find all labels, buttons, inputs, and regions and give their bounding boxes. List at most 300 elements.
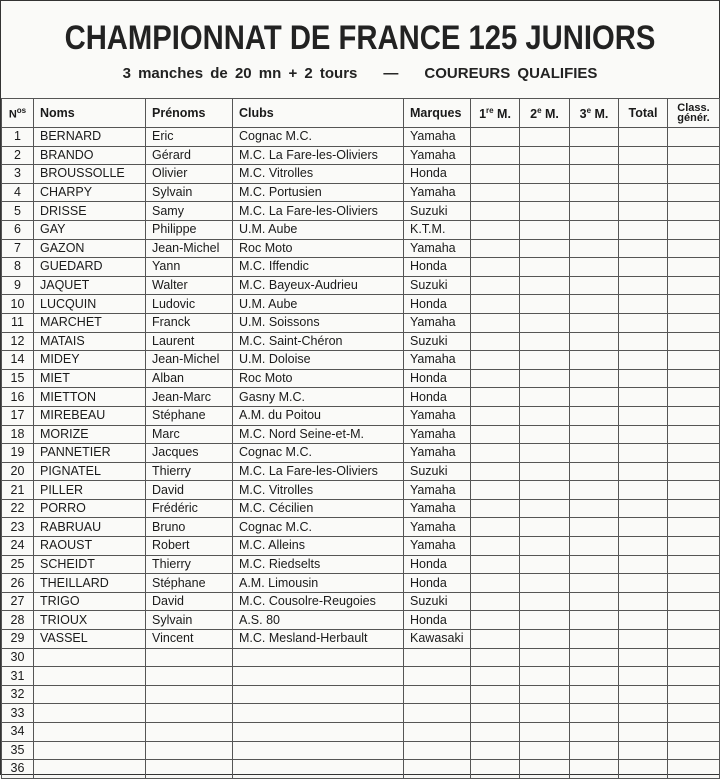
cell-nom: [34, 667, 146, 686]
cell-prenom: [146, 741, 233, 760]
cell-club: U.M. Doloise: [233, 351, 404, 370]
cell-number: 1: [2, 128, 34, 147]
cell-total: [619, 537, 668, 556]
table-row: [2, 165, 720, 184]
cell-prenom: Yann: [146, 258, 233, 277]
cell-club: [233, 723, 404, 742]
table-row: [2, 295, 720, 314]
cell-manche-1: [471, 369, 520, 388]
cell-manche-1: [471, 183, 520, 202]
header: [1, 1, 719, 96]
cell-prenom: Jean-Marc: [146, 388, 233, 407]
cell-number: 25: [2, 555, 34, 574]
cell-marque: Yamaha: [404, 499, 471, 518]
cell-marque: Yamaha: [404, 406, 471, 425]
table-row: [2, 388, 720, 407]
cell-classement: [668, 369, 720, 388]
cell-club: [233, 685, 404, 704]
cell-club: M.C. Bayeux-Audrieu: [233, 276, 404, 295]
cell-manche-1: [471, 611, 520, 630]
cell-club: U.M. Aube: [233, 295, 404, 314]
cell-total: [619, 723, 668, 742]
table-row: [2, 202, 720, 221]
cell-manche-2: [520, 295, 570, 314]
cell-manche-3: [570, 648, 619, 667]
cell-manche-1: [471, 723, 520, 742]
cell-number: 23: [2, 518, 34, 537]
cell-total: [619, 574, 668, 593]
cell-club: A.M. du Poitou: [233, 406, 404, 425]
table-row: [2, 128, 720, 147]
cell-manche-1: [471, 462, 520, 481]
cell-prenom: Jacques: [146, 444, 233, 463]
cell-manche-3: [570, 630, 619, 649]
cell-marque: Yamaha: [404, 518, 471, 537]
cell-manche-3: [570, 499, 619, 518]
cell-prenom: Ludovic: [146, 295, 233, 314]
cell-marque: Yamaha: [404, 351, 471, 370]
cell-manche-3: [570, 723, 619, 742]
cell-nom: SCHEIDT: [34, 555, 146, 574]
cell-manche-1: [471, 741, 520, 760]
cell-prenom: Frédéric: [146, 499, 233, 518]
cell-manche-2: [520, 592, 570, 611]
cell-marque: K.T.M.: [404, 220, 471, 239]
cell-total: [619, 220, 668, 239]
table-row: [2, 332, 720, 351]
cell-number: 17: [2, 406, 34, 425]
cell-prenom: Jean-Michel: [146, 351, 233, 370]
cell-number: 22: [2, 499, 34, 518]
cell-club: M.C. Vitrolles: [233, 165, 404, 184]
cell-manche-2: [520, 239, 570, 258]
page-title: CHAMPIONNAT DE FRANCE 125 JUNIORS: [64, 19, 656, 57]
cell-marque: Honda: [404, 295, 471, 314]
cell-number: 10: [2, 295, 34, 314]
cell-total: [619, 313, 668, 332]
cell-marque: Yamaha: [404, 444, 471, 463]
cell-classement: [668, 239, 720, 258]
cell-manche-2: [520, 313, 570, 332]
cell-manche-1: [471, 537, 520, 556]
cell-total: [619, 444, 668, 463]
cell-number: 19: [2, 444, 34, 463]
cell-manche-3: [570, 239, 619, 258]
cell-prenom: Gérard: [146, 146, 233, 165]
cell-prenom: Samy: [146, 202, 233, 221]
cell-number: 18: [2, 425, 34, 444]
cell-total: [619, 630, 668, 649]
table-row: [2, 481, 720, 500]
cell-classement: [668, 592, 720, 611]
cell-manche-1: [471, 555, 520, 574]
subtitle-format: 3 manches de 20 mn + 2 tours: [122, 65, 358, 82]
cell-manche-1: [471, 313, 520, 332]
cell-marque: Yamaha: [404, 146, 471, 165]
cell-manche-1: [471, 128, 520, 147]
cell-manche-1: [471, 276, 520, 295]
cell-marque: Kawasaki: [404, 630, 471, 649]
cell-club: [233, 667, 404, 686]
cell-manche-1: [471, 165, 520, 184]
cell-total: [619, 295, 668, 314]
cell-prenom: Franck: [146, 313, 233, 332]
table-header-row: [2, 99, 720, 128]
table-row: [2, 351, 720, 370]
cell-manche-3: [570, 313, 619, 332]
cell-prenom: Thierry: [146, 462, 233, 481]
cell-prenom: Stéphane: [146, 574, 233, 593]
cell-number: 30: [2, 648, 34, 667]
cell-total: [619, 592, 668, 611]
cell-marque: Yamaha: [404, 425, 471, 444]
cell-manche-2: [520, 183, 570, 202]
cell-nom: LUCQUIN: [34, 295, 146, 314]
cell-classement: [668, 611, 720, 630]
table-row: [2, 537, 720, 556]
cell-prenom: Laurent: [146, 332, 233, 351]
cell-nom: JAQUET: [34, 276, 146, 295]
cell-classement: [668, 183, 720, 202]
cell-nom: PANNETIER: [34, 444, 146, 463]
cell-total: [619, 165, 668, 184]
cell-marque: [404, 760, 471, 779]
cell-classement: [668, 518, 720, 537]
cell-club: M.C. La Fare-les-Oliviers: [233, 202, 404, 221]
cell-nom: PORRO: [34, 499, 146, 518]
cell-total: [619, 332, 668, 351]
cell-marque: Yamaha: [404, 537, 471, 556]
cell-nom: RAOUST: [34, 537, 146, 556]
header-manche-1: 1re M.: [471, 99, 520, 128]
cell-classement: [668, 555, 720, 574]
subtitle: [1, 65, 719, 82]
cell-nom: PIGNATEL: [34, 462, 146, 481]
cell-marque: [404, 648, 471, 667]
cell-nom: TRIOUX: [34, 611, 146, 630]
cell-prenom: [146, 685, 233, 704]
cell-classement: [668, 667, 720, 686]
cell-classement: [668, 685, 720, 704]
cell-nom: RABRUAU: [34, 518, 146, 537]
cell-number: 2: [2, 146, 34, 165]
results-table: [1, 98, 720, 779]
table-row: [2, 518, 720, 537]
cell-club: Roc Moto: [233, 369, 404, 388]
cell-manche-1: [471, 499, 520, 518]
cell-number: 26: [2, 574, 34, 593]
cell-manche-1: [471, 351, 520, 370]
cell-classement: [668, 760, 720, 779]
cell-manche-3: [570, 258, 619, 277]
table-row: [2, 220, 720, 239]
cell-total: [619, 685, 668, 704]
cell-number: 28: [2, 611, 34, 630]
cell-club: Cognac M.C.: [233, 518, 404, 537]
cell-manche-2: [520, 630, 570, 649]
cell-nom: BRANDO: [34, 146, 146, 165]
cell-manche-2: [520, 555, 570, 574]
cell-marque: Honda: [404, 369, 471, 388]
cell-total: [619, 648, 668, 667]
cell-manche-2: [520, 499, 570, 518]
cell-number: 4: [2, 183, 34, 202]
cell-nom: MIDEY: [34, 351, 146, 370]
cell-nom: PILLER: [34, 481, 146, 500]
cell-manche-3: [570, 555, 619, 574]
cell-nom: [34, 685, 146, 704]
cell-number: 24: [2, 537, 34, 556]
cell-manche-2: [520, 611, 570, 630]
cell-prenom: David: [146, 481, 233, 500]
cell-prenom: Vincent: [146, 630, 233, 649]
cell-manche-2: [520, 667, 570, 686]
cell-manche-1: [471, 518, 520, 537]
cell-manche-2: [520, 704, 570, 723]
cell-manche-3: [570, 146, 619, 165]
cell-prenom: Thierry: [146, 555, 233, 574]
cell-total: [619, 239, 668, 258]
cell-number: 31: [2, 667, 34, 686]
cell-manche-2: [520, 518, 570, 537]
cell-marque: Suzuki: [404, 276, 471, 295]
cell-classement: [668, 537, 720, 556]
table-row: [2, 704, 720, 723]
cell-club: [233, 704, 404, 723]
table-row: [2, 276, 720, 295]
table-row: [2, 444, 720, 463]
header-manche-2: 2e M.: [520, 99, 570, 128]
cell-prenom: Eric: [146, 128, 233, 147]
cell-number: 35: [2, 741, 34, 760]
cell-prenom: Philippe: [146, 220, 233, 239]
cell-marque: Honda: [404, 555, 471, 574]
cell-classement: [668, 128, 720, 147]
table-row: [2, 258, 720, 277]
cell-club: M.C. Saint-Chéron: [233, 332, 404, 351]
cell-total: [619, 760, 668, 779]
cell-total: [619, 611, 668, 630]
cell-nom: VASSEL: [34, 630, 146, 649]
table-row: [2, 462, 720, 481]
cell-prenom: [146, 704, 233, 723]
cell-classement: [668, 462, 720, 481]
cell-manche-3: [570, 704, 619, 723]
cell-total: [619, 406, 668, 425]
cell-total: [619, 183, 668, 202]
cell-total: [619, 499, 668, 518]
cell-nom: MORIZE: [34, 425, 146, 444]
cell-number: 21: [2, 481, 34, 500]
cell-classement: [668, 444, 720, 463]
cell-nom: MIREBEAU: [34, 406, 146, 425]
header-marques: Marques: [404, 99, 471, 128]
cell-nom: [34, 704, 146, 723]
table-row: [2, 648, 720, 667]
cell-classement: [668, 258, 720, 277]
cell-marque: Yamaha: [404, 481, 471, 500]
cell-total: [619, 518, 668, 537]
cell-manche-2: [520, 165, 570, 184]
table-row: [2, 592, 720, 611]
cell-manche-2: [520, 648, 570, 667]
cell-marque: Honda: [404, 611, 471, 630]
cell-classement: [668, 276, 720, 295]
cell-manche-2: [520, 481, 570, 500]
table-row: [2, 555, 720, 574]
cell-total: [619, 555, 668, 574]
cell-number: 27: [2, 592, 34, 611]
cell-club: Cognac M.C.: [233, 444, 404, 463]
cell-manche-3: [570, 444, 619, 463]
cell-marque: Yamaha: [404, 239, 471, 258]
table-row: [2, 183, 720, 202]
cell-classement: [668, 499, 720, 518]
cell-marque: Yamaha: [404, 313, 471, 332]
cell-club: Roc Moto: [233, 239, 404, 258]
cell-manche-2: [520, 444, 570, 463]
cell-total: [619, 369, 668, 388]
cell-nom: BROUSSOLLE: [34, 165, 146, 184]
cell-manche-2: [520, 741, 570, 760]
cell-manche-3: [570, 760, 619, 779]
table-row: [2, 406, 720, 425]
table-row: [2, 239, 720, 258]
cell-nom: GAZON: [34, 239, 146, 258]
cell-nom: [34, 741, 146, 760]
cell-total: [619, 425, 668, 444]
table-row: [2, 146, 720, 165]
cell-prenom: [146, 667, 233, 686]
cell-manche-3: [570, 462, 619, 481]
cell-manche-1: [471, 202, 520, 221]
cell-manche-2: [520, 462, 570, 481]
cell-marque: [404, 741, 471, 760]
cell-total: [619, 202, 668, 221]
cell-club: M.C. La Fare-les-Oliviers: [233, 146, 404, 165]
cell-manche-1: [471, 406, 520, 425]
cell-classement: [668, 741, 720, 760]
cell-manche-2: [520, 351, 570, 370]
cell-manche-1: [471, 648, 520, 667]
cell-manche-1: [471, 295, 520, 314]
cell-classement: [668, 165, 720, 184]
table-row: [2, 425, 720, 444]
cell-manche-2: [520, 220, 570, 239]
cell-manche-2: [520, 685, 570, 704]
cell-manche-2: [520, 332, 570, 351]
cell-number: 11: [2, 313, 34, 332]
table-row: [2, 369, 720, 388]
cell-total: [619, 462, 668, 481]
header-manche-3: 3e M.: [570, 99, 619, 128]
cell-manche-1: [471, 760, 520, 779]
cell-manche-3: [570, 741, 619, 760]
header-prenoms: Prénoms: [146, 99, 233, 128]
cell-manche-1: [471, 685, 520, 704]
table-row: [2, 574, 720, 593]
cell-club: M.C. Iffendic: [233, 258, 404, 277]
cell-classement: [668, 295, 720, 314]
cell-marque: Suzuki: [404, 462, 471, 481]
cell-manche-1: [471, 444, 520, 463]
cell-number: 7: [2, 239, 34, 258]
cell-manche-2: [520, 202, 570, 221]
cell-total: [619, 258, 668, 277]
cell-club: M.C. Cécilien: [233, 499, 404, 518]
subtitle-qualified: COUREURS QUALIFIES: [424, 65, 598, 82]
cell-manche-3: [570, 183, 619, 202]
cell-prenom: Olivier: [146, 165, 233, 184]
cell-manche-1: [471, 332, 520, 351]
cell-marque: [404, 704, 471, 723]
cell-nom: GUEDARD: [34, 258, 146, 277]
cell-manche-3: [570, 667, 619, 686]
table-row: [2, 499, 720, 518]
cell-classement: [668, 332, 720, 351]
cell-manche-2: [520, 369, 570, 388]
cell-manche-1: [471, 592, 520, 611]
cell-manche-2: [520, 388, 570, 407]
cell-nom: THEILLARD: [34, 574, 146, 593]
cell-club: [233, 741, 404, 760]
cell-total: [619, 388, 668, 407]
cell-manche-2: [520, 258, 570, 277]
cell-manche-3: [570, 537, 619, 556]
cell-manche-3: [570, 574, 619, 593]
cell-marque: Honda: [404, 165, 471, 184]
cell-manche-2: [520, 760, 570, 779]
cell-classement: [668, 574, 720, 593]
cell-classement: [668, 220, 720, 239]
cell-marque: Suzuki: [404, 202, 471, 221]
cell-classement: [668, 704, 720, 723]
cell-total: [619, 481, 668, 500]
table-row: [2, 685, 720, 704]
subtitle-dash: —: [383, 65, 399, 82]
cell-manche-2: [520, 128, 570, 147]
cell-nom: MARCHET: [34, 313, 146, 332]
cell-manche-3: [570, 276, 619, 295]
cell-nom: MIETTON: [34, 388, 146, 407]
cell-club: M.C. Riedselts: [233, 555, 404, 574]
cell-prenom: Walter: [146, 276, 233, 295]
cell-manche-3: [570, 611, 619, 630]
cell-manche-2: [520, 146, 570, 165]
cell-prenom: Marc: [146, 425, 233, 444]
cell-total: [619, 704, 668, 723]
cell-prenom: Stéphane: [146, 406, 233, 425]
cell-manche-2: [520, 537, 570, 556]
cell-prenom: Sylvain: [146, 183, 233, 202]
cell-total: [619, 276, 668, 295]
cell-manche-1: [471, 667, 520, 686]
cell-club: [233, 760, 404, 779]
cell-club: Gasny M.C.: [233, 388, 404, 407]
cell-number: 12: [2, 332, 34, 351]
table-row: [2, 630, 720, 649]
table-row: [2, 760, 720, 779]
cell-manche-3: [570, 220, 619, 239]
cell-classement: [668, 146, 720, 165]
cell-classement: [668, 202, 720, 221]
cell-nom: [34, 760, 146, 779]
cell-total: [619, 128, 668, 147]
cell-manche-3: [570, 351, 619, 370]
cell-prenom: [146, 648, 233, 667]
cell-marque: Honda: [404, 574, 471, 593]
header-noms: Noms: [34, 99, 146, 128]
